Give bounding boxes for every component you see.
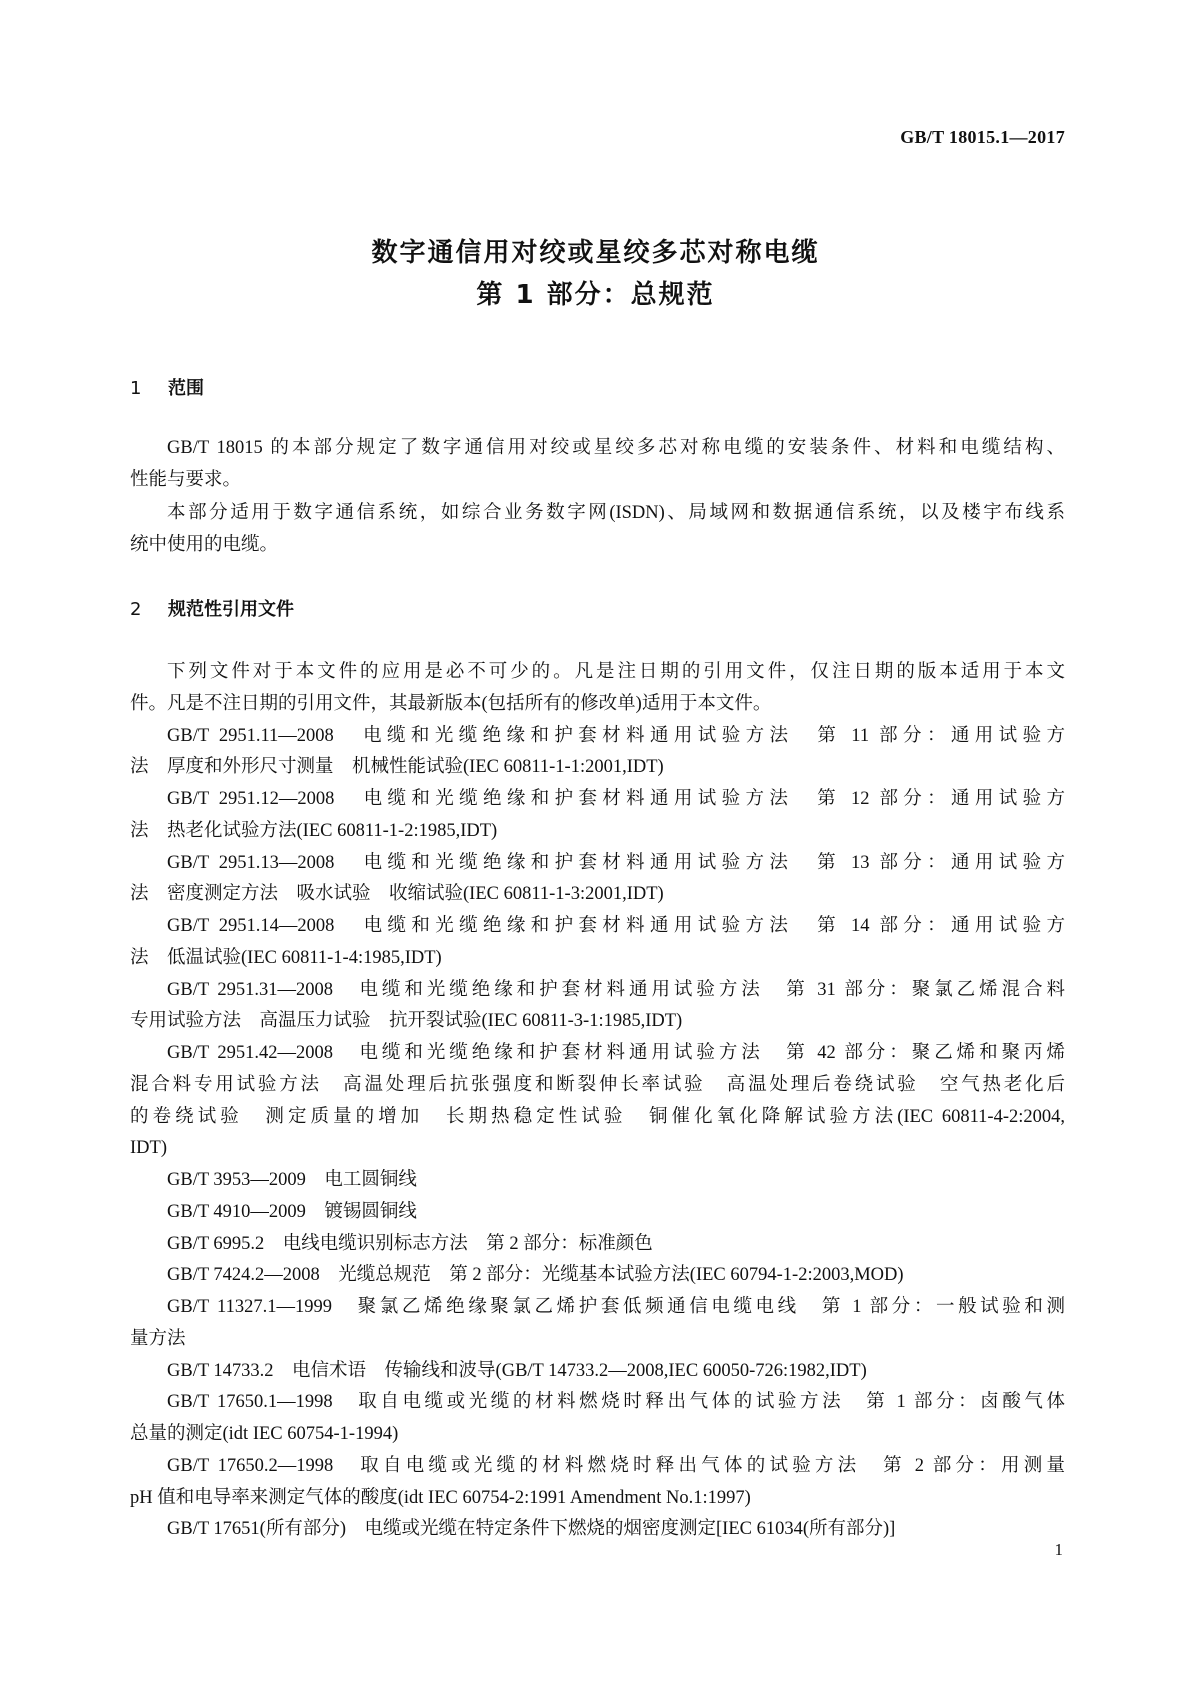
- reference-entry-line: 量方法: [130, 1328, 186, 1349]
- paragraph-line: 本部分适用于数字通信系统，如综合业务数字网(ISDN)、局域网和数据通信系统，以及楼宇布线系: [167, 502, 1065, 523]
- section-title: 范围: [168, 378, 204, 399]
- reference-entry-line: 法 低温试验(IEC 60811-1-4:1985,IDT): [130, 947, 442, 968]
- section-number: 1: [130, 378, 142, 399]
- page-number: 1: [1054, 1540, 1063, 1559]
- reference-entry-line: GB/T 2951.42—2008 电缆和光缆绝缘和护套材料通用试验方法 第 42 部分：聚乙烯和聚丙烯: [167, 1043, 1065, 1063]
- reference-entry-line: GB/T 17651(所有部分) 电缆或光缆在特定条件下燃烧的烟密度测定[IEC 61034(所有部分)]: [167, 1519, 896, 1540]
- reference-entry-line: GB/T 17650.1—1998 取自电缆或光缆的材料燃烧时释出气体的试验方法 第 1 部分：卤酸气体: [167, 1392, 1065, 1413]
- reference-entry-line: GB/T 17650.2—1998 取自电缆或光缆的材料燃烧时释出气体的试验方法 第 2 部分：用测量: [167, 1455, 1065, 1476]
- reference-entry-line: 法 密度测定方法 吸水试验 收缩试验(IEC 60811-1-3:2001,IDT): [130, 884, 664, 905]
- section-heading-scope: [130, 374, 204, 400]
- reference-entry-line: GB/T 3953—2009 电工圆铜线: [167, 1170, 417, 1190]
- reference-entry-line: GB/T 4910—2009 镀锡圆铜线: [167, 1201, 417, 1222]
- reference-entry-line: GB/T 11327.1—1999 聚氯乙烯绝缘聚氯乙烯护套低频通信电缆电线 第 1 部分：一般试验和测: [167, 1297, 1065, 1317]
- reference-entry-line: GB/T 2951.12—2008 电缆和光缆绝缘和护套材料通用试验方法 第 12 部分：通用试验方: [167, 789, 1065, 809]
- paragraph-line: 性能与要求。: [130, 470, 242, 491]
- reference-entry-line: 法 热老化试验方法(IEC 60811-1-2:1985,IDT): [130, 820, 498, 841]
- document-subtitle: 第 1 部分：总规范: [476, 280, 715, 310]
- reference-entry-line: GB/T 14733.2 电信术语 传输线和波导(GB/T 14733.2—2008,IEC 60050-726:1982,IDT): [167, 1360, 867, 1381]
- reference-entry-line: GB/T 2951.14—2008 电缆和光缆绝缘和护套材料通用试验方法 第 14 部分：通用试验方: [167, 916, 1065, 936]
- reference-entry-line: GB/T 7424.2—2008 光缆总规范 第 2 部分：光缆基本试验方法(IEC 60794-1-2:2003,MOD): [167, 1265, 904, 1286]
- paragraph-line: 下列文件对于本文件的应用是必不可少的。凡是注日期的引用文件，仅注日期的版本适用于本文: [167, 662, 1065, 682]
- paragraph-line: 件。凡是不注日期的引用文件，其最新版本(包括所有的修改单)适用于本文件。: [130, 693, 772, 714]
- section-number: 2: [130, 599, 142, 620]
- section-heading-normative-references: [130, 595, 294, 621]
- section-title: 规范性引用文件: [168, 599, 294, 620]
- paragraph-line: 统中使用的电缆。: [130, 534, 279, 555]
- reference-entry-line: 总量的测定(idt IEC 60754-1-1994): [130, 1424, 399, 1444]
- reference-entry-line: 专用试验方法 高温压力试验 抗开裂试验(IEC 60811-3-1:1985,IDT): [130, 1011, 683, 1032]
- document-number-header: GB/T 18015.1—2017: [900, 127, 1065, 147]
- reference-entry-line: 混合料专用试验方法 高温处理后抗张强度和断裂伸长率试验 高温处理后卷绕试验 空气热老化后: [130, 1074, 1065, 1095]
- reference-entry-line: GB/T 6995.2 电线电缆识别标志方法 第 2 部分：标准颜色: [167, 1233, 653, 1254]
- reference-entry-line: pH 值和电导率来测定气体的酸度(idt IEC 60754-2:1991 Amendment No.1:1997): [130, 1487, 751, 1508]
- reference-entry-line: IDT): [130, 1138, 167, 1159]
- paragraph-line: GB/T 18015 的本部分规定了数字通信用对绞或星绞多芯对称电缆的安装条件、材料和电缆结构、: [167, 438, 1065, 458]
- reference-entry-line: 的卷绕试验 测定质量的增加 长期热稳定性试验 铜催化氧化降解试验方法(IEC 60811-4-2:2004,: [130, 1106, 1065, 1127]
- reference-entry-line: GB/T 2951.11—2008 电缆和光缆绝缘和护套材料通用试验方法 第 11 部分：通用试验方: [167, 725, 1065, 746]
- document-title: 数字通信用对绞或星绞多芯对称电缆: [371, 238, 820, 268]
- reference-entry-line: GB/T 2951.13—2008 电缆和光缆绝缘和护套材料通用试验方法 第 13 部分：通用试验方: [167, 852, 1065, 873]
- reference-entry-line: 法 厚度和外形尺寸测量 机械性能试验(IEC 60811-1-1:2001,IDT): [130, 757, 664, 778]
- reference-entry-line: GB/T 2951.31—2008 电缆和光缆绝缘和护套材料通用试验方法 第 31 部分：聚氯乙烯混合料: [167, 979, 1065, 1000]
